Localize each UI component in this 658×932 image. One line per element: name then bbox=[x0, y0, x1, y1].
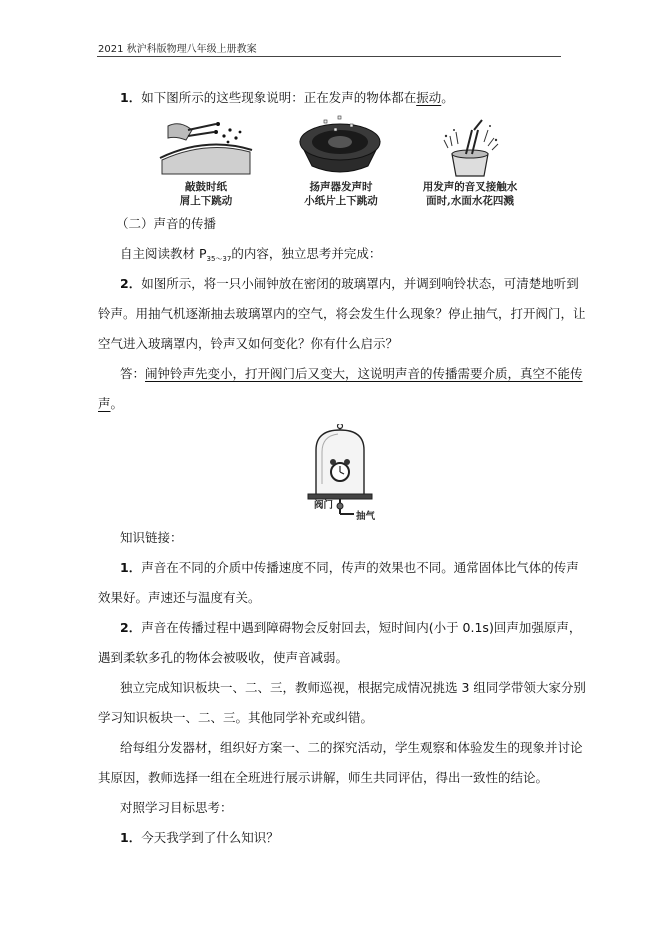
pump-label: 抽气 bbox=[356, 511, 376, 522]
item-1-number: 1． bbox=[120, 90, 142, 105]
item-1 bbox=[120, 90, 454, 106]
reading-instruction: 自主阅读教材 $P_{35\sim 37}$的内容，独立思考并完成： bbox=[120, 246, 382, 263]
knowledge-2-line-1: 2．声音在传播过程中遇到障碍物会反射回去，短时间内(小于 0.1s)回声加强原声， bbox=[120, 620, 582, 635]
item-1-text: 如下图所示的这些现象说明：正在发声的物体都在 bbox=[141, 90, 417, 105]
paragraph-1-line-1: 独立完成知识板块一、二、三，教师巡视，根据完成情况挑选 3 组同学带领大家分别 bbox=[120, 680, 586, 695]
knowledge-2-line-2: 遇到柔软多孔的物体会被吸收，使声音减弱。 bbox=[98, 650, 349, 665]
tuning-fork-water-icon bbox=[438, 118, 502, 180]
page-header: 2021 秋沪科版物理八年级上册教案 bbox=[98, 44, 257, 55]
answer-line-2: 声。 bbox=[98, 396, 124, 411]
reflection-question-1: 1．今天我学到了什么知识？ bbox=[120, 830, 279, 845]
section-2-title: （二）声音的传播 bbox=[116, 216, 217, 231]
reflection-title: 对照学习目标思考： bbox=[120, 800, 233, 815]
item-1-answer: 振动 bbox=[416, 90, 442, 105]
answer-line-1 bbox=[120, 366, 583, 382]
item-1-end: 。 bbox=[441, 90, 454, 105]
item-2-number: 2． bbox=[120, 276, 142, 291]
paragraph-1-line-2: 学习知识板块一、二、三。其他同学补充或纠错。 bbox=[98, 710, 374, 725]
answer-label: 答： bbox=[120, 366, 146, 381]
answer-text: 闹钟铃声先变小，打开阀门后又变大，这说明声音的传播需要介质，真空不能传 bbox=[145, 366, 583, 381]
speaker-icon bbox=[294, 112, 386, 178]
paragraph-2-line-1: 给每组分发器材，组织好方案一、二的探究活动，学生观察和体验发生的现象并讨论 bbox=[120, 740, 583, 755]
header-divider bbox=[97, 56, 561, 57]
figure-2-caption: 扬声器发声时 小纸片上下跳动 bbox=[304, 181, 378, 207]
knowledge-1-line-1: 1．声音在不同的介质中传播速度不同，传声的效果也不同。通常固体比气体的传声 bbox=[120, 560, 579, 575]
drum-icon bbox=[158, 116, 254, 176]
knowledge-1-line-2: 效果好。声速还与温度有关。 bbox=[98, 590, 261, 605]
item-2-line-1: 2．如图所示，将一只小闹钟放在密闭的玻璃罩内，并调到响铃状态，可清楚地听到 bbox=[120, 276, 579, 291]
figure-3-caption: 用发声的音叉接触水 面时,水面水花四溅 bbox=[422, 181, 518, 207]
knowledge-title: 知识链接： bbox=[120, 530, 183, 545]
item-2-line-3: 空气进入玻璃罩内，铃声又如何变化？你有什么启示？ bbox=[98, 336, 399, 351]
figure-1-caption: 敲鼓时纸 屑上下跳动 bbox=[179, 181, 233, 207]
paragraph-2-line-2: 其原因，教师选择一组在全班进行展示讲解，师生共同评估，得出一致性的结论。 bbox=[98, 770, 549, 785]
valve-label: 阀门 bbox=[314, 500, 334, 511]
item-2-line-2: 铃声。用抽气机逐渐抽去玻璃罩内的空气，将会发生什么现象？停止抽气，打开阀门，让 bbox=[98, 306, 586, 321]
